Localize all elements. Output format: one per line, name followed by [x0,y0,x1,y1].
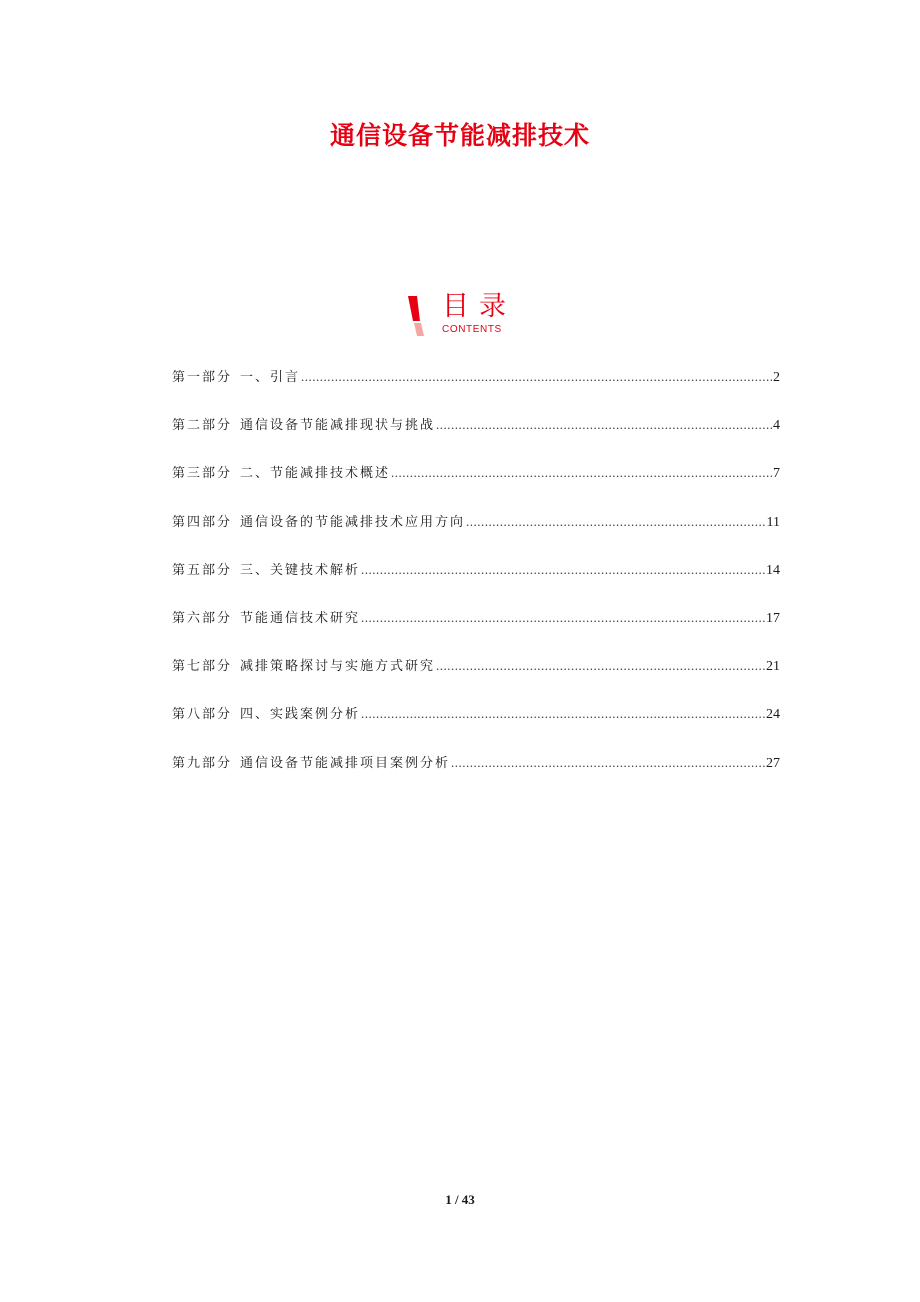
toc-entry-part: 第九部分 [172,755,233,771]
toc-list [172,366,780,800]
toc-entry-part: 第一部分 [172,370,233,385]
toc-entry-page: 14 [766,562,780,578]
toc-entry-page: 21 [766,659,780,675]
toc-entry-page: 7 [773,466,780,482]
toc-entry[interactable] [172,366,780,414]
toc-dot-leader [391,465,772,481]
toc-entry-part: 第三部分 [172,466,233,482]
toc-entry-page: 24 [766,707,780,723]
toc-entry-title: 节能通信技术研究 [240,610,361,626]
toc-mark-icon [406,296,432,336]
toc-entry[interactable] [172,559,780,607]
toc-entry-part: 第二部分 [172,418,233,434]
toc-header [406,291,536,338]
toc-heading: 目录 [442,291,516,322]
toc-dot-leader [361,562,765,578]
document-title: 通信设备节能减排技术 [329,121,590,150]
toc-entry[interactable] [172,511,780,559]
toc-entry-title: 通信设备的节能减排技术应用方向 [240,514,466,530]
toc-subheading: CONTENTS [442,324,502,335]
toc-entry-title: 四、实践案例分析 [240,707,361,723]
toc-entry[interactable] [172,655,780,703]
toc-entry[interactable] [172,414,780,462]
toc-entry[interactable] [172,607,780,655]
toc-dot-leader [451,755,765,771]
toc-entry[interactable] [172,752,780,800]
toc-dot-leader [436,417,772,433]
toc-entry-page: 27 [766,755,780,771]
toc-entry-part: 第五部分 [172,562,233,578]
toc-dot-leader [361,610,765,626]
toc-entry[interactable] [172,462,780,510]
page-number: 1 / 43 [445,1192,475,1207]
toc-entry-part: 第八部分 [172,707,233,723]
toc-entry[interactable] [172,703,780,751]
toc-entry-title: 三、关键技术解析 [240,562,361,578]
toc-entry-page: 4 [773,418,780,434]
toc-entry-title: 通信设备节能减排现状与挑战 [240,418,436,434]
toc-dot-leader [301,369,772,385]
toc-entry-title: 通信设备节能减排项目案例分析 [240,755,451,771]
toc-entry-title: 二、节能减排技术概述 [240,466,391,482]
toc-dot-leader [436,658,765,674]
toc-entry-page: 2 [773,370,780,385]
toc-entry-page: 11 [766,514,780,530]
toc-entry-part: 第四部分 [172,514,233,530]
toc-entry-title: 减排策略探讨与实施方式研究 [240,659,436,675]
toc-entry-title: 一、引言 [240,370,301,385]
toc-entry-page: 17 [766,610,780,626]
toc-entry-part: 第七部分 [172,659,233,675]
toc-dot-leader [361,706,765,722]
toc-entry-part: 第六部分 [172,610,233,626]
toc-dot-leader [466,514,765,530]
